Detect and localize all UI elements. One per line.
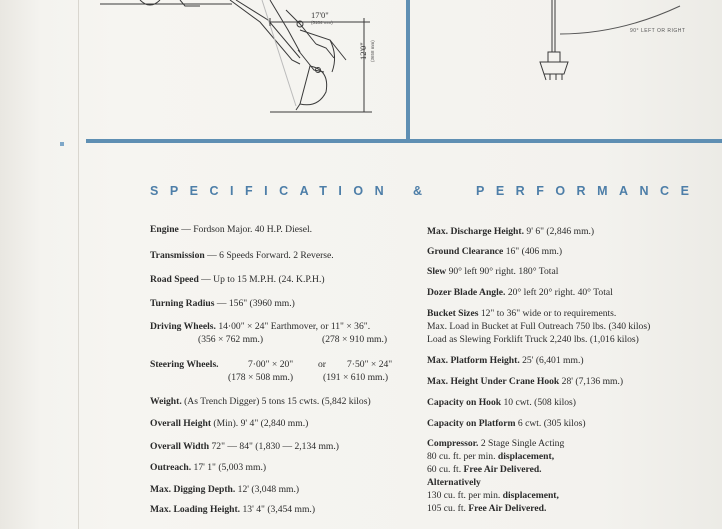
dim-horizontal-metric: (5184 mm) (311, 20, 333, 25)
steering-size-a: 7·00" × 20" (248, 359, 294, 370)
divider-vertical (406, 0, 410, 142)
spec-overall-height: Overall Height (Min). 9' 4" (2,840 mm.) (150, 418, 309, 429)
spec-bucket-sizes: Bucket Sizes 12" to 36" wide or to requirements. (427, 308, 617, 319)
steering-or: or (318, 359, 326, 370)
spec-turning-radius: Turning Radius — 156" (3960 mm.) (150, 298, 295, 309)
spec-dozer-blade-angle: Dozer Blade Angle. 20° left 20° right. 40° Total (427, 287, 613, 298)
spec-max-platform-height: Max. Platform Height. 25' (6,401 mm.) (427, 355, 584, 366)
technical-drawing (0, 0, 722, 142)
dim-vertical-metric: (3658 mm) (370, 40, 375, 62)
bucket-max-load: Max. Load in Bucket at Full Outreach 750 lbs. (340 kilos) (427, 321, 651, 332)
spec-max-loading-height: Max. Loading Height. 13' 4" (3,454 mm.) (150, 504, 316, 515)
driving-wheels-metric-b: (278 × 910 mm.) (322, 334, 388, 345)
spec-driving-wheels: Driving Wheels. 14·00" × 24" Earthmover, or 11" × 36". (150, 321, 371, 332)
spec-max-discharge-height: Max. Discharge Height. 9' 6" (2,846 mm.) (427, 226, 595, 237)
swing-note: 90° LEFT OR RIGHT (630, 28, 686, 34)
compressor-line-6: 105 cu. ft. Free Air Delivered. (427, 503, 547, 514)
steering-size-b: 7·50" × 24" (347, 359, 393, 370)
divider-horizontal (86, 139, 722, 143)
spec-capacity-on-hook: Capacity on Hook 10 cwt. (508 kilos) (427, 397, 576, 408)
compressor-alternatively: Alternatively (427, 477, 481, 488)
compressor-line-2: 80 cu. ft. per min. displacement, (427, 451, 555, 462)
spec-outreach: Outreach. 17' 1" (5,003 mm.) (150, 462, 267, 473)
spec-max-height-under-crane-hook: Max. Height Under Crane Hook 28' (7,136 mm.) (427, 376, 624, 387)
spec-road-speed: Road Speed — Up to 15 M.P.H. (24. K.P.H.) (150, 274, 325, 285)
spec-slew: Slew 90° left 90° right. 180° Total (427, 266, 559, 277)
title-performance: PERFORMANCE (476, 184, 701, 198)
title-ampersand: & (413, 184, 423, 198)
spec-capacity-on-platform: Capacity on Platform 6 cwt. (305 kilos) (427, 418, 586, 429)
compressor-line-5: 130 cu. ft. per min. displacement, (427, 490, 559, 501)
steering-metric-b: (191 × 610 mm.) (323, 372, 389, 383)
spec-transmission: Transmission — 6 Speeds Forward. 2 Reverse. (150, 250, 334, 261)
dim-vertical-label: 12'0" (358, 42, 368, 60)
edge-mark (60, 142, 64, 146)
spec-engine: Engine — Fordson Major. 40 H.P. Diesel. (150, 224, 313, 235)
spec-overall-width: Overall Width 72" — 84" (1,830 — 2,134 mm.) (150, 441, 339, 452)
spec-weight: Weight. (As Trench Digger) 5 tons 15 cwts. (5,842 kilos) (150, 396, 371, 407)
driving-wheels-metric-a: (356 × 762 mm.) (198, 334, 264, 345)
bucket-forklift-load: Load as Slewing Forklift Truck 2,240 lbs. (1,016 kilos) (427, 334, 639, 345)
dim-horizontal-label: 17'0" (311, 10, 329, 20)
spec-steering-wheels: Steering Wheels. (150, 359, 219, 370)
spec-compressor: Compressor. 2 Stage Single Acting (427, 438, 565, 449)
spec-ground-clearance: Ground Clearance 16" (406 mm.) (427, 246, 563, 257)
title-specification: SPECIFICATION (150, 184, 396, 198)
steering-metric-a: (178 × 508 mm.) (228, 372, 294, 383)
spec-max-digging-depth: Max. Digging Depth. 12' (3,048 mm.) (150, 484, 300, 495)
compressor-line-3: 60 cu. ft. Free Air Delivered. (427, 464, 542, 475)
